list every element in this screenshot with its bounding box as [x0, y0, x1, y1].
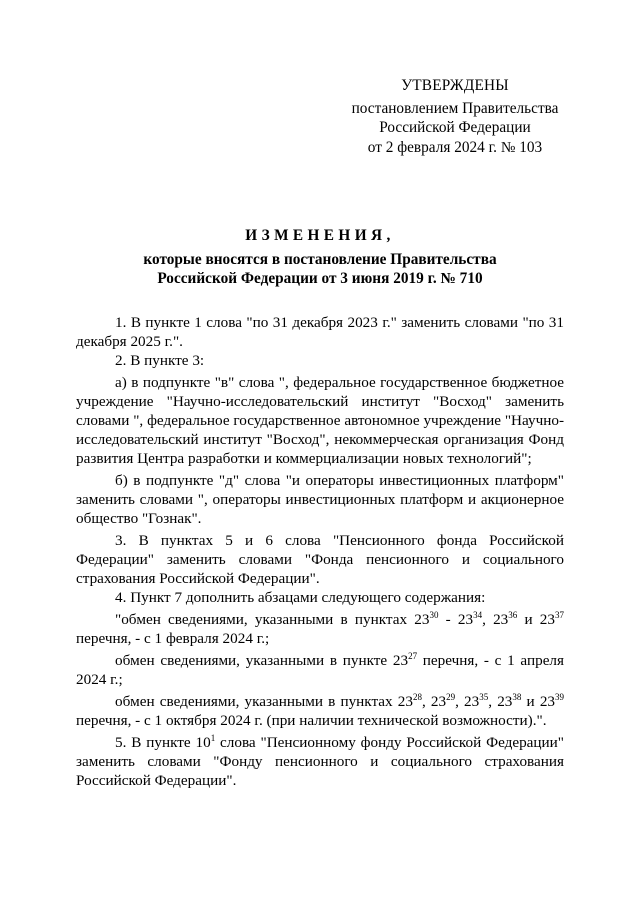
paragraph-text: перечня, - с 1 октября 2024 г. (при наличии технической возможности).". [76, 712, 547, 729]
paragraph-text: "обмен сведениями, указанными в пунктах 23 [115, 611, 430, 628]
paragraph-text: обмен сведениями, указанными в пункте 23 [115, 652, 409, 669]
paragraph [76, 610, 564, 648]
paragraph [76, 733, 564, 790]
paragraph-text: , 23 [421, 693, 447, 710]
superscript: 37 [555, 610, 564, 620]
title-main: ИЗМЕНЕНИЯ, [245, 227, 395, 244]
paragraph: 1. В пункте 1 слова "по 31 декабря 2023 г." заменить словами "по 31 декабря 2025 г.". [76, 314, 564, 350]
paragraph: 2. В пункте 3: [115, 352, 205, 369]
paragraph [76, 692, 564, 730]
title-subtitle: которые вносятся в постановление Правительства [143, 251, 497, 268]
superscript: 39 [555, 692, 565, 702]
title-subtitle: Российской Федерации от 3 июня 2019 г. № 710 [157, 270, 483, 287]
paragraph-text: и 23 [521, 693, 556, 710]
approval-line: Российской Федерации [379, 119, 531, 136]
paragraph-text: , 23 [488, 693, 513, 710]
document-title [0, 226, 640, 288]
superscript: 30 [429, 610, 439, 620]
document-body [76, 313, 564, 790]
paragraph: 4. Пункт 7 дополнить абзацами следующего содержания: [115, 589, 486, 606]
paragraph-text: перечня, - с 1 февраля 2024 г.; [76, 630, 270, 647]
paragraph-text: - 23 [438, 611, 474, 628]
superscript: 27 [408, 651, 418, 661]
paragraph: 3. В пунктах 5 и 6 слова "Пенсионного фонда Российской Федерации" заменить словами "Фонда пенсионного и социального страхования Российской Федерации". [76, 532, 564, 587]
paragraph-text: обмен сведениями, указанными в пунктах 23 [115, 693, 413, 710]
superscript: 38 [512, 692, 522, 702]
paragraph-text: слова "Пенсионному фонду Российской Федерации" заменить словами "Фонду пенсионного и социального страхования Российской Федерации". [76, 734, 564, 789]
paragraph-text: 5. В пункте 10 [115, 734, 211, 751]
superscript: 36 [508, 610, 518, 620]
approval-heading: УТВЕРЖДЕНЫ [401, 77, 509, 94]
paragraph: б) в подпункте "д" слова "и операторы инвестиционных платформ" заменить словами ", операторы инвестиционных платформ и акционерное общество "Гознак". [76, 472, 564, 527]
superscript: 34 [473, 610, 483, 620]
superscript: 1 [210, 733, 216, 743]
approval-line: постановлением Правительства [351, 99, 559, 117]
superscript: 35 [479, 692, 489, 702]
superscript: 29 [446, 692, 456, 702]
paragraph-text: и 23 [517, 611, 555, 628]
paragraph: а) в подпункте "в" слова ", федеральное государственное бюджетное учреждение "Научно-исследовательский институт "Восход" заменить словами ", федеральное государственное автономное учреждение "Научно-исследовательский институт "Восход", некоммерческая организация Фонд развития Центра разработки и коммерциализации новых технологий"; [76, 374, 564, 467]
approval-block [340, 76, 570, 157]
paragraph [76, 651, 564, 689]
superscript: 28 [412, 692, 422, 702]
paragraph-text: перечня, - с 1 апреля 2024 г.; [76, 652, 564, 688]
paragraph-text: , 23 [482, 611, 509, 628]
paragraph-text: , 23 [455, 693, 480, 710]
approval-line: от 2 февраля 2024 г. № 103 [367, 138, 543, 156]
